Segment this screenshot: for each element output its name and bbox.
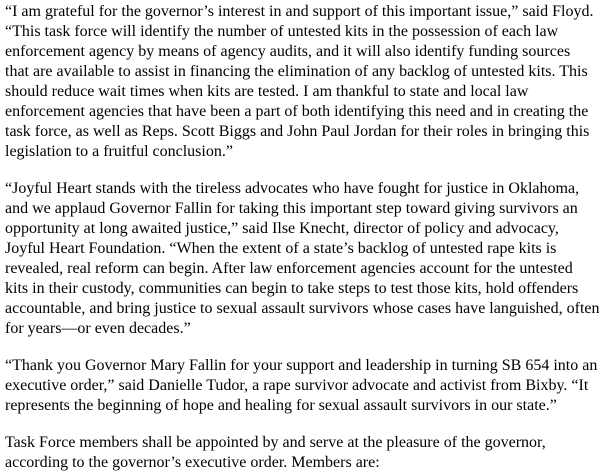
text-line: according to the governor’s executive order. Members are: <box>5 454 380 471</box>
text-line: legislation to a fruitful conclusion.” <box>5 143 233 160</box>
text-line: executive order,” said Danielle Tudor, a rape survivor advocate and activist from Bixby. “It <box>5 377 589 394</box>
text-line: Joyful Heart Foundation. “When the extent of a state’s backlog of untested rape kits is <box>5 240 557 257</box>
text-line: enforcement agency by means of agency audits, and it will also identify funding sources <box>5 43 571 60</box>
paragraph-floyd-quote <box>5 2 603 162</box>
text-line: task force, as well as Reps. Scott Biggs and John Paul Jordan for their roles in bringing this <box>5 123 590 140</box>
text-line: kits in their custody, communities can begin to take steps to test those kits, hold offenders <box>5 280 579 297</box>
text-line: “Joyful Heart stands with the tireless advocates who have fought for justice in Oklahoma, <box>5 180 580 197</box>
text-line: “This task force will identify the number of untested kits in the possession of each law <box>5 23 559 40</box>
text-line: and we applaud Governor Fallin for taking this important step toward giving survivors an <box>5 200 578 217</box>
text-line: “I am grateful for the governor’s interest in and support of this important issue,” said Floyd. <box>5 3 594 20</box>
text-line: “Thank you Governor Mary Fallin for your support and leadership in turning SB 654 into an <box>5 357 598 374</box>
text-line: Task Force members shall be appointed by and serve at the pleasure of the governor, <box>5 434 546 451</box>
text-line: that are available to assist in financing the elimination of any backlog of untested kits. This <box>5 63 588 80</box>
text-line: revealed, real reform can begin. After law enforcement agencies account for the untested <box>5 260 573 277</box>
text-line: accountable, and bring justice to sexual assault survivors whose cases have languished, often <box>5 300 600 317</box>
text-line: should reduce wait times when kits are tested. I am thankful to state and local law <box>5 83 529 100</box>
text-line: enforcement agencies that have been a part of both identifying this need and in creating the <box>5 103 589 120</box>
text-line: for years—or even decades.” <box>5 320 191 337</box>
text-line: opportunity at long awaited justice,” said Ilse Knecht, director of policy and advocacy, <box>5 220 559 237</box>
paragraph-task-force-members <box>5 433 603 473</box>
paragraph-tudor-quote <box>5 356 603 416</box>
text-line: represents the beginning of hope and healing for sexual assault survivors in our state.” <box>5 397 557 414</box>
paragraph-joyful-heart-quote <box>5 179 603 339</box>
